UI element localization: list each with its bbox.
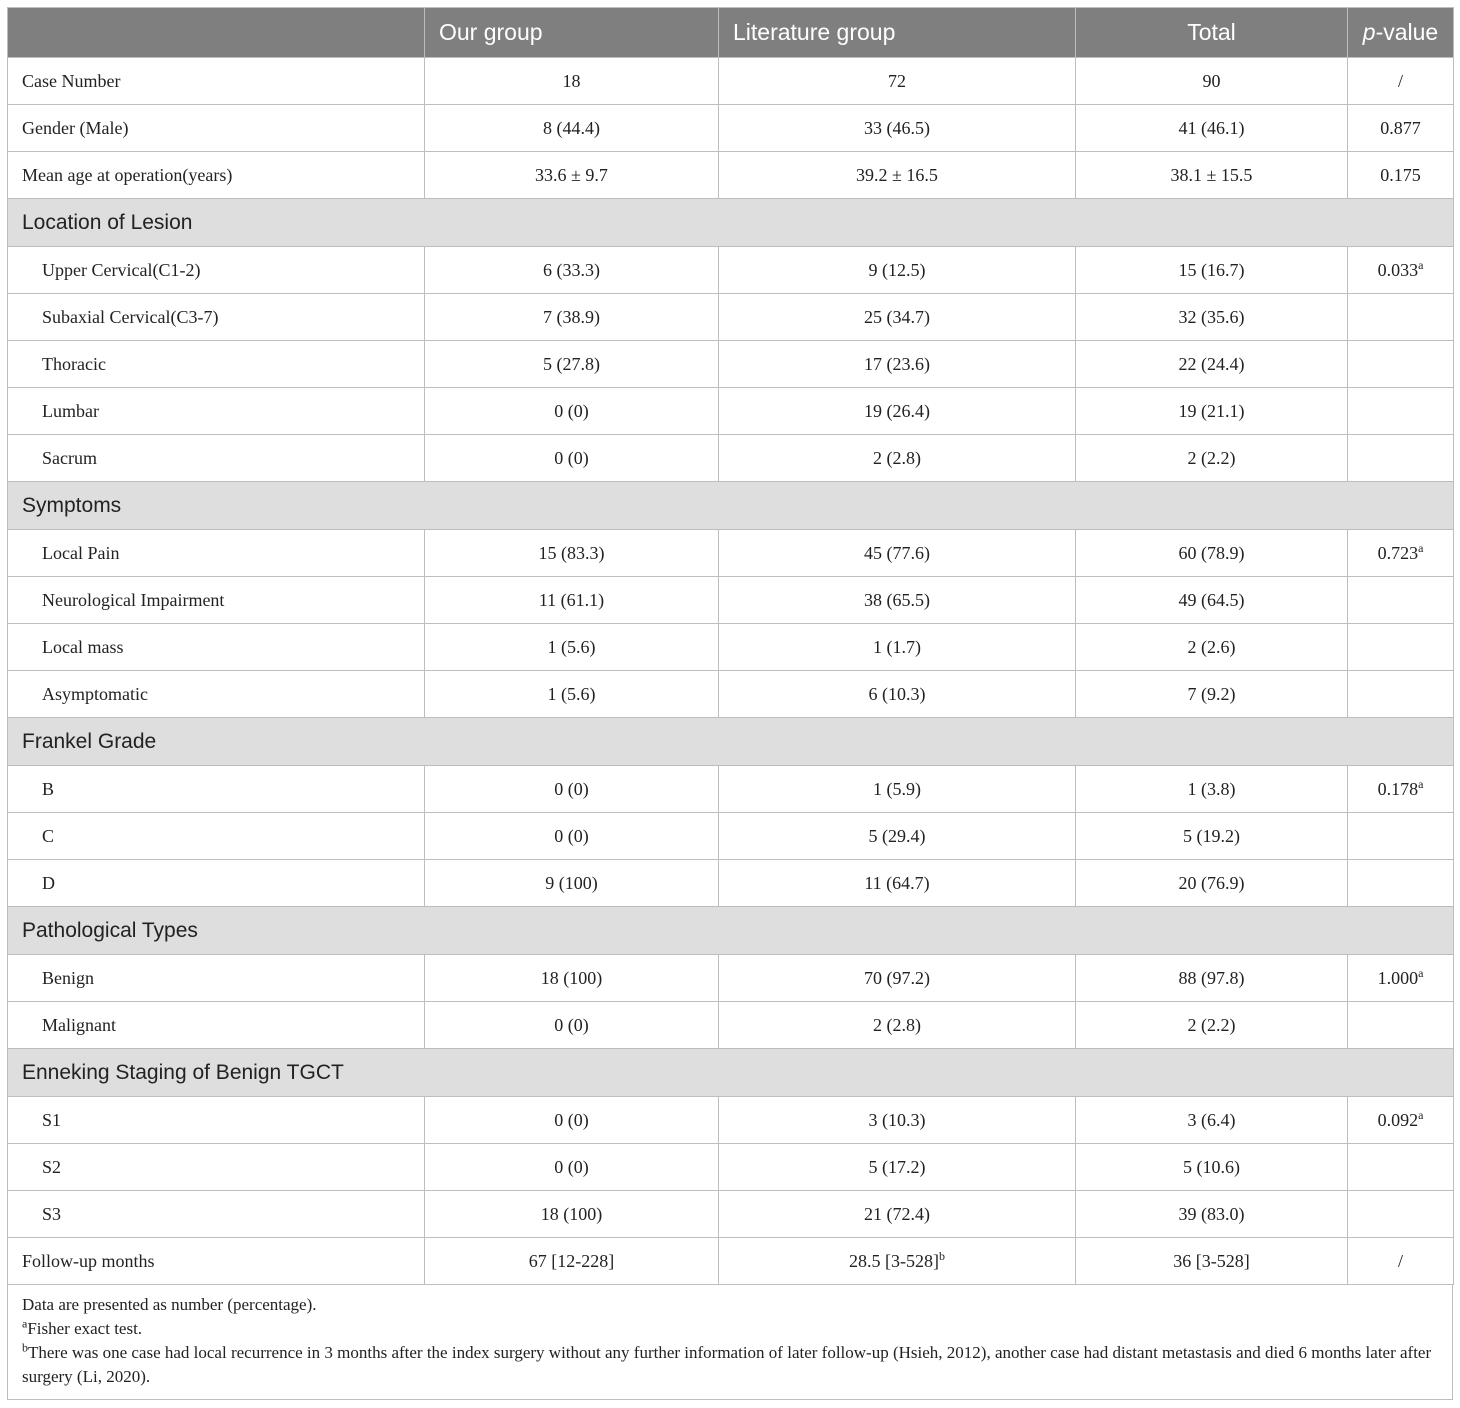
cell-our-group: [425, 813, 719, 860]
cell-total: [1076, 1191, 1348, 1238]
row-label: Case Number: [8, 58, 425, 105]
cell-our-group: [425, 671, 719, 718]
row-label: B: [8, 766, 425, 813]
cell-total-value: 19 (21.1): [1178, 400, 1245, 421]
cell-p-value: [1348, 1238, 1454, 1285]
cell-literature-group-value: 72: [888, 70, 906, 91]
table-header: [8, 8, 1454, 58]
cell-total: [1076, 388, 1348, 435]
cell-total-value: 60 (78.9): [1178, 542, 1245, 563]
row-label: Upper Cervical(C1-2): [8, 247, 425, 294]
row-label: Subaxial Cervical(C3-7): [8, 294, 425, 341]
cell-p-value-value: 0.178: [1377, 778, 1419, 799]
cell-total-value: 20 (76.9): [1178, 872, 1245, 893]
table-row: [8, 860, 1454, 907]
cell-literature-group-value: 6 (10.3): [868, 683, 926, 704]
cell-total: [1076, 955, 1348, 1002]
cell-literature-group-value: 25 (34.7): [864, 306, 930, 327]
cell-our-group-value: 67 [12-228]: [528, 1250, 615, 1271]
row-label: Benign: [8, 955, 425, 1002]
cell-p-value: [1348, 105, 1454, 152]
row-label: S2: [8, 1144, 425, 1191]
cell-total-value: 5 (10.6): [1183, 1156, 1240, 1177]
cell-p-value-value: /: [1397, 70, 1403, 91]
footnote-marker: a: [1418, 540, 1424, 555]
row-label: Neurological Impairment: [8, 577, 425, 624]
header-blank: [8, 8, 425, 58]
header-literature-group: Literature group: [719, 8, 1076, 58]
cell-p-value: [1348, 1002, 1454, 1049]
cell-p-value: [1348, 671, 1454, 718]
cell-literature-group-value: 38 (65.5): [864, 589, 930, 610]
header-p-rest: -value: [1375, 19, 1439, 45]
cell-p-value: [1348, 1191, 1454, 1238]
cell-literature-group: [719, 1238, 1076, 1285]
cell-total-value: 2 (2.2): [1187, 447, 1236, 468]
table-row: [8, 435, 1454, 482]
cell-p-value: [1348, 152, 1454, 199]
cell-literature-group: [719, 435, 1076, 482]
cell-total-value: 15 (16.7): [1178, 259, 1245, 280]
cell-our-group: [425, 1144, 719, 1191]
cell-total-value: 90: [1202, 70, 1221, 91]
cell-literature-group: [719, 1002, 1076, 1049]
cell-p-value: [1348, 860, 1454, 907]
cell-total: [1076, 530, 1348, 577]
header-p-value: [1348, 8, 1454, 58]
cell-our-group: [425, 435, 719, 482]
cell-p-value-value: 0.175: [1380, 164, 1421, 185]
cell-total: [1076, 577, 1348, 624]
cell-literature-group-value: 19 (26.4): [864, 400, 930, 421]
section-label: Location of Lesion: [8, 199, 1454, 247]
row-label: Asymptomatic: [8, 671, 425, 718]
cell-total: [1076, 105, 1348, 152]
section-row: [8, 718, 1454, 766]
cell-our-group: [425, 955, 719, 1002]
cell-p-value-value: /: [1397, 1250, 1403, 1271]
cell-p-value: [1348, 247, 1454, 294]
cell-our-group-value: 7 (38.9): [543, 306, 600, 327]
cell-p-value-value: 1.000: [1377, 967, 1419, 988]
table-row: [8, 1238, 1454, 1285]
cell-literature-group: [719, 530, 1076, 577]
row-label: D: [8, 860, 425, 907]
cell-our-group-value: 0 (0): [554, 1109, 589, 1130]
footnote-a-text: Fisher exact test.: [27, 1319, 143, 1338]
cell-literature-group: [719, 58, 1076, 105]
cell-our-group: [425, 1097, 719, 1144]
cell-literature-group-value: 28.5 [3-528]: [849, 1250, 939, 1271]
cell-our-group-value: 18: [562, 70, 581, 91]
row-label: S3: [8, 1191, 425, 1238]
cell-total: [1076, 152, 1348, 199]
cell-literature-group-value: 45 (77.6): [864, 542, 930, 563]
footnote-marker: a: [1418, 257, 1424, 272]
cell-our-group-value: 0 (0): [554, 400, 589, 421]
cell-total: [1076, 58, 1348, 105]
cell-our-group-value: 9 (100): [545, 872, 598, 893]
cell-p-value: [1348, 624, 1454, 671]
table-row: [8, 813, 1454, 860]
row-label: Sacrum: [8, 435, 425, 482]
footnote-a: [22, 1317, 1438, 1341]
cell-our-group-value: 33.6 ± 9.7: [535, 164, 608, 185]
table-row: [8, 955, 1454, 1002]
cell-p-value: [1348, 530, 1454, 577]
row-label: Mean age at operation(years): [8, 152, 425, 199]
table-row: [8, 766, 1454, 813]
cell-our-group-value: 6 (33.3): [543, 259, 600, 280]
cell-p-value: [1348, 341, 1454, 388]
cell-literature-group: [719, 1144, 1076, 1191]
cell-literature-group-value: 2 (2.8): [873, 1014, 921, 1035]
cell-literature-group: [719, 1097, 1076, 1144]
footnote-marker: a: [1418, 965, 1424, 980]
cell-total: [1076, 1002, 1348, 1049]
comparison-table: [7, 7, 1454, 1285]
header-total: Total: [1076, 8, 1348, 58]
row-label: Follow-up months: [8, 1238, 425, 1285]
cell-total-value: 39 (83.0): [1178, 1203, 1245, 1224]
table-row: [8, 105, 1454, 152]
cell-our-group-value: 0 (0): [554, 1156, 589, 1177]
cell-our-group-value: 0 (0): [554, 778, 589, 799]
cell-our-group-value: 18 (100): [540, 967, 603, 988]
cell-total: [1076, 1097, 1348, 1144]
cell-our-group: [425, 577, 719, 624]
cell-literature-group: [719, 105, 1076, 152]
section-row: [8, 199, 1454, 247]
row-label: Local Pain: [8, 530, 425, 577]
cell-p-value-value: 0.092: [1377, 1109, 1419, 1130]
cell-literature-group-value: 21 (72.4): [864, 1203, 930, 1224]
cell-our-group: [425, 624, 719, 671]
cell-our-group: [425, 1238, 719, 1285]
cell-literature-group: [719, 247, 1076, 294]
cell-literature-group: [719, 955, 1076, 1002]
row-label: Gender (Male): [8, 105, 425, 152]
cell-total-value: 88 (97.8): [1178, 967, 1245, 988]
cell-literature-group: [719, 1191, 1076, 1238]
table-row: [8, 152, 1454, 199]
section-label: Enneking Staging of Benign TGCT: [8, 1049, 1454, 1097]
footnote-marker: a: [1418, 776, 1424, 791]
cell-total-value: 49 (64.5): [1178, 589, 1245, 610]
cell-literature-group: [719, 152, 1076, 199]
table-row: [8, 624, 1454, 671]
cell-total: [1076, 1144, 1348, 1191]
cell-total: [1076, 1238, 1348, 1285]
cell-our-group-value: 8 (44.4): [543, 117, 600, 138]
cell-our-group-value: 1 (5.6): [547, 636, 596, 657]
header-our-group: Our group: [425, 8, 719, 58]
cell-literature-group: [719, 671, 1076, 718]
cell-literature-group-value: 1 (5.9): [873, 778, 921, 799]
footnote-b-text: There was one case had local recurrence in 3 months after the index surgery without any further information of later follow-up (Hsieh, 2012), another case had distant metastasis and died 6 months later after surgery (Li, 2020).: [22, 1343, 1432, 1386]
cell-our-group-value: 5 (27.8): [543, 353, 600, 374]
row-label: Thoracic: [8, 341, 425, 388]
cell-total-value: 5 (19.2): [1183, 825, 1240, 846]
cell-literature-group-value: 5 (29.4): [868, 825, 926, 846]
cell-total-value: 41 (46.1): [1178, 117, 1245, 138]
cell-p-value: [1348, 1097, 1454, 1144]
cell-p-value: [1348, 294, 1454, 341]
header-row: [8, 8, 1454, 58]
cell-our-group-value: 18 (100): [540, 1203, 603, 1224]
cell-p-value: [1348, 388, 1454, 435]
section-label: Symptoms: [8, 482, 1454, 530]
cell-our-group-value: 11 (61.1): [538, 589, 605, 610]
cell-p-value: [1348, 813, 1454, 860]
cell-our-group: [425, 766, 719, 813]
cell-p-value-value: 0.723: [1377, 542, 1419, 563]
cell-total: [1076, 860, 1348, 907]
cell-p-value: [1348, 577, 1454, 624]
cell-literature-group: [719, 813, 1076, 860]
cell-our-group: [425, 860, 719, 907]
cell-our-group: [425, 58, 719, 105]
cell-total: [1076, 341, 1348, 388]
table-row: [8, 294, 1454, 341]
cell-total-value: 36 [3-528]: [1173, 1250, 1250, 1271]
table-container: [7, 7, 1453, 1400]
cell-total-value: 32 (35.6): [1178, 306, 1245, 327]
cell-p-value: [1348, 1144, 1454, 1191]
cell-p-value-value: 0.033: [1377, 259, 1419, 280]
cell-our-group: [425, 1002, 719, 1049]
footnote-data-presentation: Data are presented as number (percentage).: [22, 1295, 317, 1314]
cell-literature-group: [719, 341, 1076, 388]
cell-literature-group: [719, 388, 1076, 435]
section-row: [8, 907, 1454, 955]
cell-literature-group-value: 3 (10.3): [868, 1109, 926, 1130]
table-row: [8, 671, 1454, 718]
table-row: [8, 388, 1454, 435]
cell-literature-group-value: 5 (17.2): [868, 1156, 926, 1177]
table-row: [8, 1191, 1454, 1238]
cell-total: [1076, 766, 1348, 813]
cell-our-group-value: 15 (83.3): [538, 542, 605, 563]
cell-literature-group-value: 11 (64.7): [864, 872, 930, 893]
cell-literature-group: [719, 294, 1076, 341]
footnote-a-marker: a: [22, 1316, 28, 1331]
cell-our-group: [425, 530, 719, 577]
cell-total-value: 3 (6.4): [1187, 1109, 1236, 1130]
cell-our-group: [425, 294, 719, 341]
cell-literature-group-value: 33 (46.5): [864, 117, 930, 138]
table-footnotes: [7, 1285, 1453, 1400]
cell-literature-group: [719, 624, 1076, 671]
section-row: [8, 1049, 1454, 1097]
table-row: [8, 1144, 1454, 1191]
table-row: [8, 530, 1454, 577]
cell-total: [1076, 435, 1348, 482]
cell-our-group: [425, 247, 719, 294]
table-row: [8, 577, 1454, 624]
cell-total: [1076, 671, 1348, 718]
cell-total-value: 7 (9.2): [1187, 683, 1236, 704]
table-row: [8, 1097, 1454, 1144]
cell-total-value: 22 (24.4): [1178, 353, 1245, 374]
cell-p-value-value: 0.877: [1380, 117, 1421, 138]
cell-literature-group-value: 1 (1.7): [873, 636, 921, 657]
cell-total-value: 2 (2.2): [1187, 1014, 1236, 1035]
table-row: [8, 341, 1454, 388]
cell-total-value: 38.1 ± 15.5: [1170, 164, 1253, 185]
cell-our-group-value: 0 (0): [554, 825, 589, 846]
cell-our-group-value: 0 (0): [554, 447, 589, 468]
cell-literature-group: [719, 860, 1076, 907]
cell-p-value: [1348, 766, 1454, 813]
table-row: [8, 58, 1454, 105]
cell-literature-group-value: 2 (2.8): [873, 447, 921, 468]
row-label: Lumbar: [8, 388, 425, 435]
cell-total-value: 1 (3.8): [1187, 778, 1236, 799]
cell-literature-group-value: 9 (12.5): [868, 259, 926, 280]
section-label: Pathological Types: [8, 907, 1454, 955]
cell-our-group-value: 1 (5.6): [547, 683, 596, 704]
footnote-marker: a: [1418, 1107, 1424, 1122]
cell-our-group: [425, 341, 719, 388]
cell-our-group: [425, 1191, 719, 1238]
footnote-b: [22, 1341, 1438, 1389]
cell-total-value: 2 (2.6): [1187, 636, 1236, 657]
row-label: Malignant: [8, 1002, 425, 1049]
cell-literature-group-value: 17 (23.6): [864, 353, 930, 374]
cell-literature-group-value: 70 (97.2): [864, 967, 930, 988]
footnote-marker: b: [938, 1248, 945, 1263]
cell-total: [1076, 247, 1348, 294]
cell-literature-group: [719, 577, 1076, 624]
cell-total: [1076, 813, 1348, 860]
cell-literature-group: [719, 766, 1076, 813]
cell-p-value: [1348, 435, 1454, 482]
table-row: [8, 1002, 1454, 1049]
cell-our-group: [425, 152, 719, 199]
row-label: S1: [8, 1097, 425, 1144]
cell-our-group-value: 0 (0): [554, 1014, 589, 1035]
cell-total: [1076, 294, 1348, 341]
header-p-italic: p: [1362, 19, 1376, 45]
cell-literature-group-value: 39.2 ± 16.5: [856, 164, 938, 185]
cell-p-value: [1348, 955, 1454, 1002]
row-label: C: [8, 813, 425, 860]
table-body: [8, 58, 1454, 1285]
section-row: [8, 482, 1454, 530]
cell-our-group: [425, 388, 719, 435]
row-label: Local mass: [8, 624, 425, 671]
footnote-b-marker: b: [22, 1340, 28, 1355]
cell-our-group: [425, 105, 719, 152]
section-label: Frankel Grade: [8, 718, 1454, 766]
cell-total: [1076, 624, 1348, 671]
cell-p-value: [1348, 58, 1454, 105]
table-row: [8, 247, 1454, 294]
